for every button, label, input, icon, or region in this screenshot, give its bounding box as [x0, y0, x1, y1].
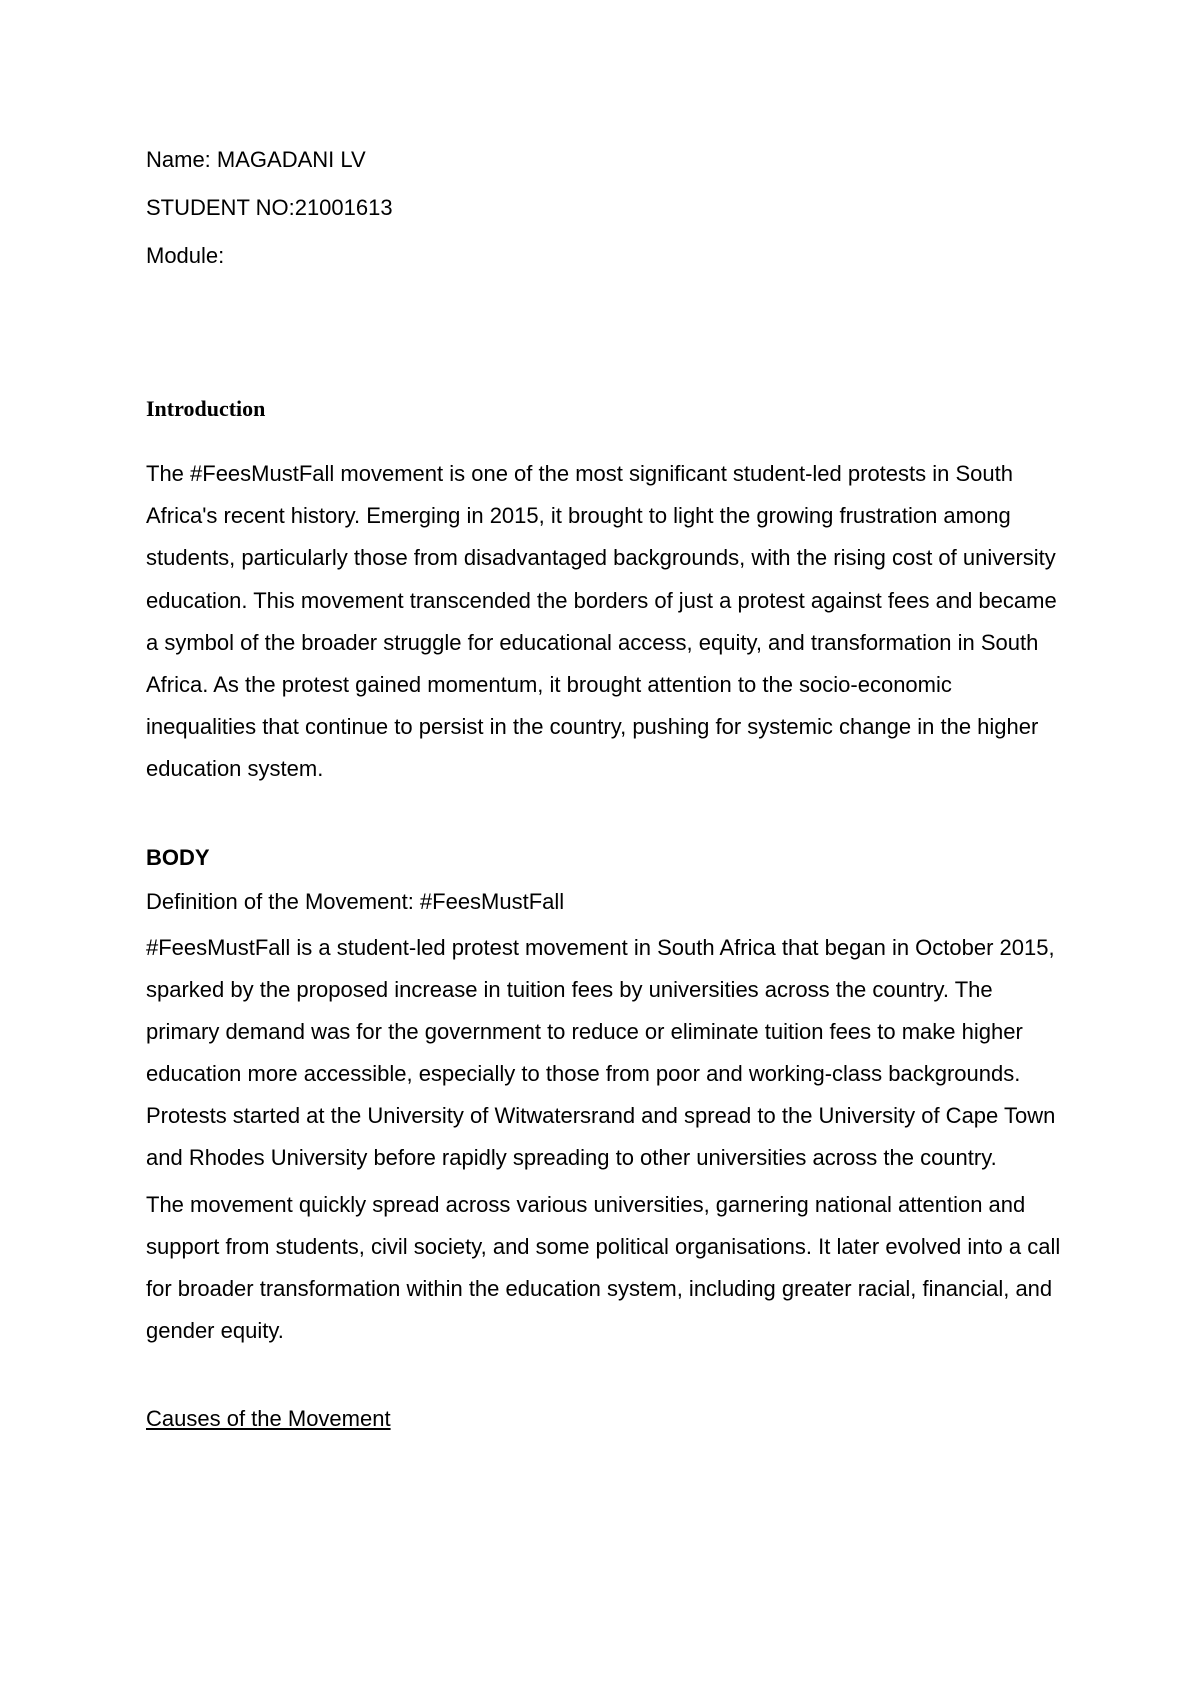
student-name-line: Name: MAGADANI LV — [146, 147, 366, 172]
causes-heading: Causes of the Movement — [146, 1405, 391, 1431]
spread-paragraph: The movement quickly spread across various universities, garnering national attention and support from students, civil society, and some political organisations. It later evolved into a call for broader transformation within the education system, including greater racial, financial, and gender equity. — [146, 1191, 1061, 1343]
document-content — [146, 140, 1066, 1436]
student-number-line: STUDENT NO:21001613 — [146, 195, 393, 220]
introduction-paragraph: The #FeesMustFall movement is one of the most significant student-led protests in South Africa's recent history. Emerging in 2015, it brought to light the growing frustration among students, particularly those from disadvantaged backgrounds, with the rising cost of university education. This movement transcended the borders of just a protest against fees and became a symbol of the broader struggle for educational access, equity, and transformation in South Africa. As the protest gained momentum, it brought attention to the socio-economic inequalities that continue to persist in the country, pushing for systemic change in the higher education system. — [146, 461, 1057, 782]
body-heading: BODY — [146, 844, 210, 870]
definition-heading: Definition of the Movement: #FeesMustFall — [146, 888, 565, 914]
definition-paragraph: #FeesMustFall is a student-led protest movement in South Africa that began in October 2015, sparked by the proposed increase in tuition fees by universities across the country. The primary demand was for the government to reduce or eliminate tuition fees to make higher education more accessible, especially to those from poor and working-class backgrounds. Protests started at the University of Witwatersrand and spread to the University of Cape Town and Rhodes University before rapidly spreading to other universities across the country. — [146, 934, 1056, 1170]
module-line: Module: — [146, 243, 225, 268]
introduction-heading: Introduction — [146, 396, 266, 421]
header-spacer — [146, 284, 1066, 394]
